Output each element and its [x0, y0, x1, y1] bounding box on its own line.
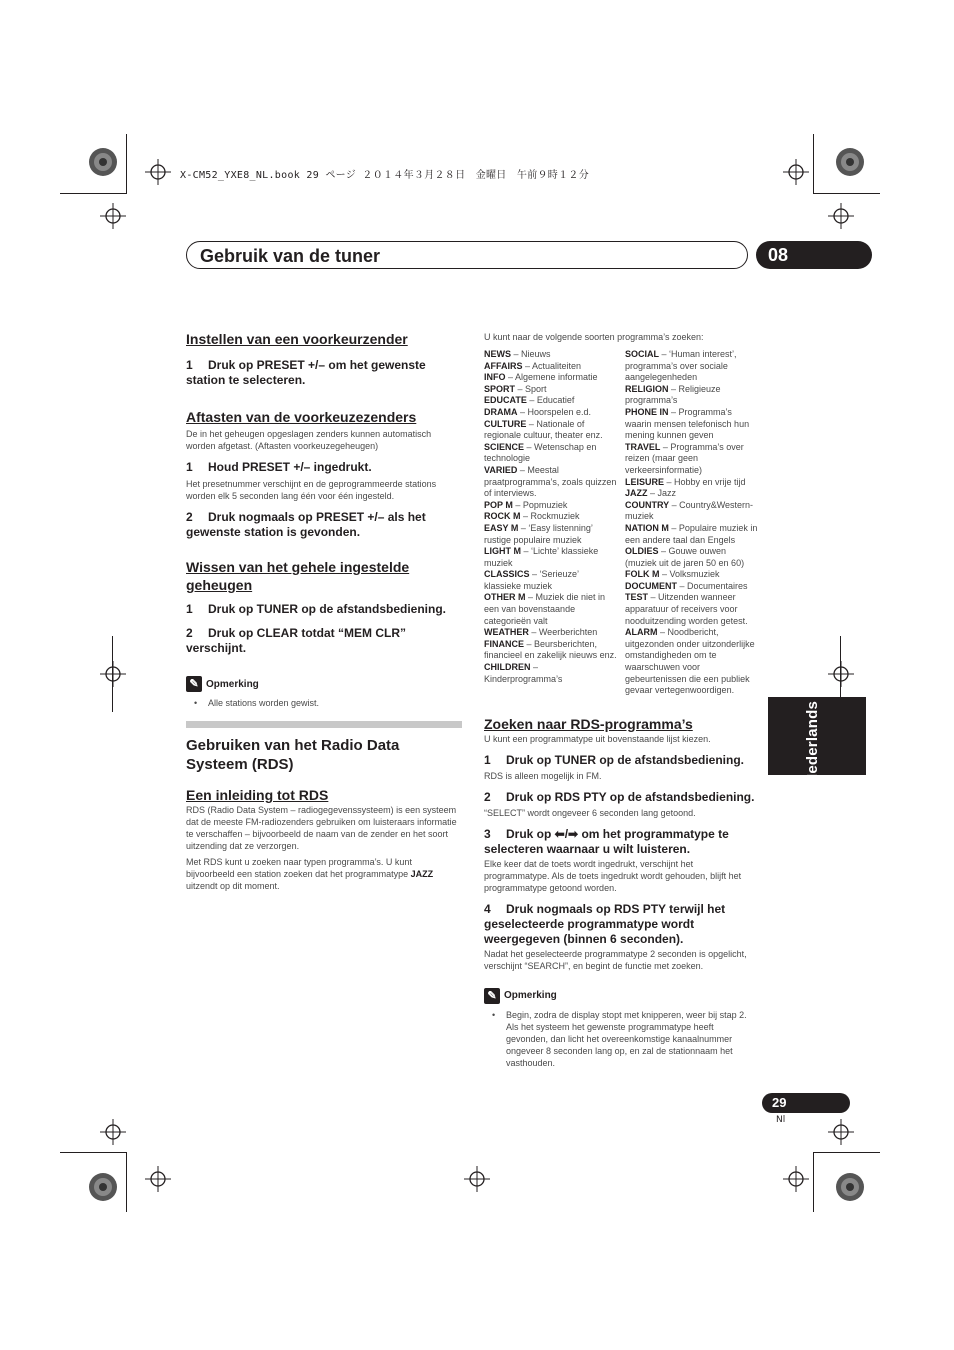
program-type-code: NEWS — [484, 349, 511, 359]
program-type-item — [484, 662, 617, 685]
section-divider — [186, 721, 462, 728]
program-type-description: – Actualiteiten — [522, 360, 582, 371]
program-type-code: LIGHT M — [484, 546, 521, 557]
program-type-code: CULTURE — [484, 418, 527, 429]
program-type-description: – Populaire muziek in een andere taal dan Engels — [625, 522, 758, 545]
program-type-item — [484, 592, 617, 627]
program-type-code: OTHER M — [484, 592, 526, 603]
program-type-code: COUNTRY — [625, 499, 670, 510]
step-text: Druk op ⬅/➡ om het programmatype te selecteren waarnaar u wilt luisteren. — [484, 826, 729, 856]
color-registration-mark — [88, 147, 118, 177]
crosshair-mark — [828, 203, 854, 229]
program-type-code: ROCK M — [484, 511, 521, 522]
note-text: Begin, zodra de display stopt met knipperen, weer bij stap 2. Als het systeem het gewenste programmatype heeft gevonden, dan licht het overeenkomstige kanaalnummer ongeveer 8 seconden lang op, en zal de stationnaam het vasthouden. — [506, 1009, 747, 1068]
section-heading: Wissen van het gehele ingestelde geheugen — [186, 559, 410, 593]
program-type-code: POP M — [484, 499, 513, 510]
paragraph: Nadat het geselecteerde programmatype 2 seconden is opgelicht, verschijnt “SEARCH”, en begint de functie met zoeken. — [484, 948, 747, 971]
section-heading: Aftasten van de voorkeuzezenders — [186, 409, 417, 425]
program-type-description: – Nationale of regionale cultuur, theater enz. — [484, 418, 603, 441]
program-type-code: LEISURE — [625, 476, 665, 487]
step-text: Druk op RDS PTY op de afstandsbediening. — [506, 789, 755, 804]
chapter-number: 08 — [756, 241, 872, 269]
program-type-code: AFFAIRS — [484, 360, 523, 371]
paragraph: Elke keer dat de toets wordt ingedrukt, verschijnt het programmatype. Als de toets ingedrukt wordt gehouden, blijft het programmatype getoond worden. — [484, 858, 742, 893]
program-type-description: – Noodbericht, uitgezonden onder uitzonderlijke omstandigheden om te waarschuwen voor gebeurtenissen die een publiek gevaar vertegenwoordigen. — [625, 627, 755, 696]
program-type-description: – Documentaires — [677, 580, 748, 591]
color-registration-mark — [835, 147, 865, 177]
step-text: Druk op TUNER op de afstandsbediening. — [208, 602, 447, 616]
trim-line — [112, 636, 113, 712]
program-type-item — [484, 627, 617, 639]
program-type-code: SCIENCE — [484, 441, 525, 452]
program-type-description: – Volksmuziek — [659, 569, 720, 580]
crosshair-mark — [100, 1119, 126, 1145]
step-number: 2 — [484, 789, 491, 804]
program-type-description: – Educatief — [526, 395, 575, 406]
program-type-item — [484, 372, 617, 384]
program-type-description: – Algemene informatie — [505, 372, 598, 383]
crosshair-mark — [145, 1166, 171, 1192]
step-text: Druk op CLEAR totdat “MEM CLR” verschijnt. — [186, 626, 406, 655]
trim-line — [814, 193, 880, 194]
trim-line — [814, 1152, 880, 1153]
program-type-description: – Nieuws — [511, 349, 551, 359]
step — [186, 626, 462, 656]
trim-line — [60, 193, 126, 194]
program-type-list — [484, 349, 758, 697]
section-title: Gebruiken van het Radio Data Systeem (RDS) — [186, 737, 400, 773]
program-type-item — [484, 546, 617, 569]
program-type-description: – ‘Lichte’ klassieke muziek — [484, 546, 599, 568]
program-type-item — [484, 407, 617, 419]
paragraph: Met RDS kunt u zoeken naar typen programma’s. U kunt bijvoorbeeld een station zoeken dat het programmatype JAZZ uitzendt op dit moment. — [186, 857, 434, 891]
program-type-item — [625, 477, 758, 489]
program-type-item — [484, 442, 617, 465]
step-number: 1 — [186, 460, 193, 474]
step-number: 1 — [186, 602, 193, 616]
crosshair-mark — [783, 1166, 809, 1192]
note-title: Opmerking — [504, 990, 557, 1002]
program-type-code: NATION M — [625, 522, 669, 533]
program-type-description: – Country&Western-muziek — [625, 499, 754, 522]
program-type-code: DRAMA — [484, 406, 518, 417]
crosshair-mark — [100, 661, 126, 687]
program-type-code: FINANCE — [484, 638, 524, 649]
step — [484, 790, 758, 805]
step-text: Druk op TUNER op de afstandsbediening. — [506, 752, 745, 767]
step-number: 4 — [484, 901, 491, 916]
program-type-item — [625, 546, 758, 569]
program-type-code: EASY M — [484, 522, 519, 533]
program-type-code: DOCUMENT — [625, 580, 677, 591]
program-type-description: – Popmuziek — [512, 499, 568, 510]
program-type-description: – Beursberichten, financieel en zakelijk nieuws enz. — [484, 638, 617, 661]
program-type-code: ALARM — [625, 627, 658, 638]
program-type-description: – Muziek die niet in een van bovenstaande categorieën valt — [484, 592, 606, 626]
program-type-code: FOLK M — [625, 569, 660, 580]
program-type-code: EDUCATE — [484, 395, 527, 406]
program-type-item — [484, 639, 617, 662]
program-type-code: SOCIAL — [625, 349, 660, 359]
program-type-item — [625, 581, 758, 593]
program-type-item — [484, 500, 617, 512]
program-type-description: – Religieuze programma’s — [625, 383, 721, 406]
crosshair-mark — [783, 159, 809, 185]
page-number: 29 — [762, 1093, 850, 1113]
trim-line — [813, 1152, 814, 1212]
crosshair-mark — [828, 1119, 854, 1145]
program-type-column — [484, 349, 617, 697]
program-type-description: – Hobby en vrije tijd — [664, 476, 746, 487]
step — [186, 602, 462, 617]
step — [484, 753, 758, 768]
crosshair-mark — [100, 203, 126, 229]
program-type-code: TEST — [625, 592, 649, 603]
trim-line — [813, 134, 814, 194]
program-type-description: – ‘Human interest’, programma’s over sociale aangelegenheden — [625, 349, 737, 383]
program-type-item — [484, 349, 617, 361]
step-text: Houd PRESET +/– ingedrukt. — [208, 460, 372, 474]
paragraph: “SELECT” wordt ongeveer 6 seconden lang getoond. — [484, 807, 696, 818]
step-number: 1 — [484, 752, 491, 767]
program-type-code: SPORT — [484, 383, 516, 394]
color-registration-mark — [835, 1172, 865, 1202]
paragraph: Het presetnummer verschijnt en de geprogrammeerde stations worden elk 5 seconden lang één voor één ingesteld. — [186, 479, 437, 501]
program-type-item — [625, 523, 758, 546]
step-text: Druk nogmaals op RDS PTY terwijl het geselecteerde programmatype wordt weergegeven (binnen 6 seconden). — [484, 901, 726, 946]
language-tab — [768, 697, 866, 785]
program-type-item — [484, 384, 617, 396]
program-type-code: OLDIES — [625, 546, 659, 557]
program-type-item — [625, 349, 758, 384]
step — [186, 358, 462, 388]
program-type-code: TRAVEL — [625, 441, 661, 452]
program-type-item — [625, 442, 758, 477]
program-type-item — [484, 523, 617, 546]
program-type-item — [625, 627, 758, 697]
step — [484, 902, 758, 947]
program-type-code: PHONE IN — [625, 406, 669, 417]
program-type-description: – ‘Easy listenning’ rustige populaire muziek — [484, 522, 593, 545]
paragraph: De in het geheugen opgeslagen zenders kunnen automatisch worden afgetast. (Aftasten voorkeuzegeheugen) — [186, 429, 432, 451]
trim-line — [60, 1152, 126, 1153]
color-registration-mark — [88, 1172, 118, 1202]
program-type-item — [625, 500, 758, 523]
program-type-description: – Programma’s waarin mensen telefonisch hun mening kunnen geven — [625, 406, 750, 441]
step-number: 2 — [186, 510, 193, 524]
program-type-item — [625, 488, 758, 500]
program-type-item — [484, 361, 617, 373]
program-type-item — [484, 569, 617, 592]
note-pencil-icon: ✎ — [186, 676, 202, 692]
paragraph: RDS (Radio Data System – radiogegevenssysteem) is een systeem dat de meeste FM-radiozenders gebruiken om luisteraars informatie te verschaffen – bijvoorbeeld de naam van de zender en het soort uitzending dat ze verzorgen. — [186, 805, 457, 851]
program-type-code: JAZZ — [625, 488, 648, 499]
program-type-code: VARIED — [484, 464, 518, 475]
program-type-description: – Wetenschap en technologie — [484, 441, 597, 464]
crosshair-mark — [828, 661, 854, 687]
note-heading — [186, 676, 462, 692]
crosshair-mark — [145, 159, 171, 185]
step — [484, 827, 758, 857]
paragraph: U kunt een programmatype uit bovenstaande lijst kiezen. — [484, 733, 711, 744]
program-type-item — [484, 511, 617, 523]
program-type-column — [625, 349, 758, 697]
step-number: 3 — [484, 826, 491, 841]
paragraph: RDS is alleen mogelijk in FM. — [484, 770, 602, 781]
step-text: Druk op PRESET +/– om het gewenste station te selecteren. — [186, 358, 426, 387]
program-type-description: – Kinderprogramma’s — [484, 662, 563, 684]
note-bullet: • Begin, zodra de display stopt met knipperen, weer bij stap 2. Als het systeem het gewenste programmatype heeft gevonden, dan licht het overeenkomstige kanaalnummer ongeveer 8 seconden lang op, en zal de stationnaam het vasthouden. — [484, 1009, 758, 1069]
trim-line — [126, 1152, 127, 1212]
program-type-item — [625, 592, 758, 627]
note-text: Alle stations worden gewist. — [208, 698, 320, 708]
note-bullet: • Alle stations worden gewist. — [194, 698, 320, 708]
program-type-code: CHILDREN — [484, 662, 531, 673]
language-tab-label: Nederlands — [804, 701, 821, 785]
program-type-item — [625, 407, 758, 442]
section-heading: Een inleiding tot RDS — [186, 787, 329, 803]
program-type-description: – Programma’s over reizen (maar geen verkeersinformatie) — [625, 441, 744, 475]
section-heading: Instellen van een voorkeurzender — [186, 331, 408, 347]
step — [186, 460, 462, 475]
program-type-description: – Weerberichten — [528, 627, 598, 638]
program-type-description: – Rockmuziek — [520, 511, 580, 522]
right-column — [484, 331, 758, 1069]
program-type-code: CLASSICS — [484, 569, 530, 580]
program-type-description: – Sport — [515, 383, 547, 394]
step-number: 2 — [186, 626, 193, 640]
note-title: Opmerking — [206, 678, 259, 690]
step — [186, 510, 462, 540]
program-type-description: – Jazz — [647, 488, 677, 499]
program-type-code: RELIGION — [625, 383, 669, 394]
chapter-title: Gebruik van de tuner — [200, 246, 381, 266]
left-column — [186, 330, 462, 892]
program-type-item — [484, 419, 617, 442]
program-type-description: – ‘Serieuze’ klassieke muziek — [484, 569, 579, 591]
note-heading — [484, 988, 758, 1004]
program-type-code: WEATHER — [484, 627, 529, 638]
program-type-description: – Hoorspelen e.d. — [517, 406, 592, 417]
crosshair-mark — [464, 1166, 490, 1192]
program-type-item — [484, 395, 617, 407]
program-type-code: INFO — [484, 372, 506, 383]
section-heading: Zoeken naar RDS-programma’s — [484, 715, 693, 732]
program-type-description: – Gouwe ouwen (muziek uit de jaren 50 en 60) — [625, 546, 745, 568]
step-text: Druk nogmaals op PRESET +/– als het gewenste station is gevonden. — [186, 510, 426, 539]
program-type-description: – Meestal praatprogramma’s, zoals quizzen of interviews. — [484, 464, 617, 499]
program-type-item — [484, 465, 617, 500]
page-language: Nl — [776, 1115, 786, 1125]
trim-line — [126, 134, 127, 194]
program-type-description: – Uitzenden wanneer apparatuur of receivers voor nooduitzending worden getest. — [625, 592, 748, 626]
note-pencil-icon: ✎ — [484, 988, 500, 1004]
print-info: X-CM52_YXE8_NL.book 29 ページ ２０１４年３月２８日 金曜日 午前９時１２分 — [180, 170, 589, 181]
program-type-item — [625, 569, 758, 581]
step-number: 1 — [186, 358, 193, 372]
program-type-item — [625, 384, 758, 407]
paragraph: U kunt naar de volgende soorten programma’s zoeken: — [484, 332, 704, 342]
